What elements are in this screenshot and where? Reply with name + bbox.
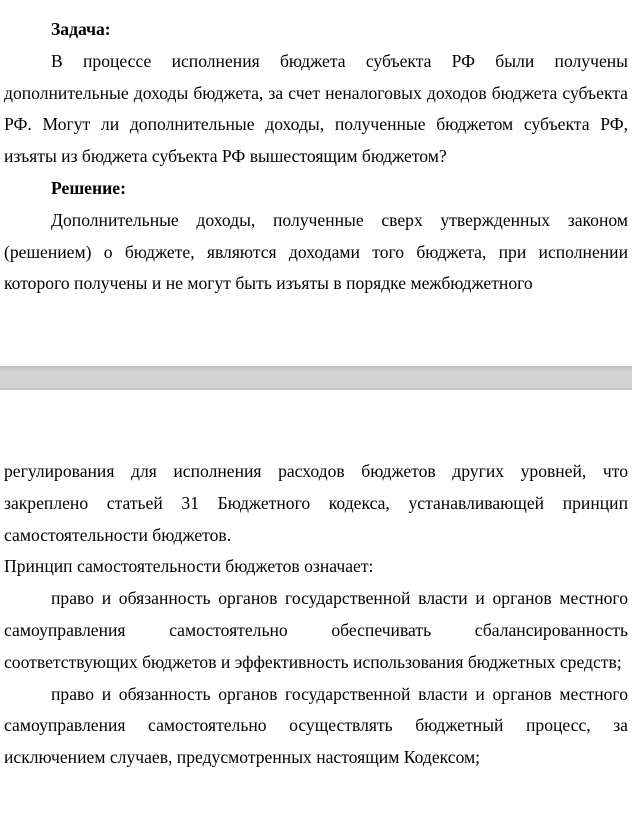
principle-item-1: право и обязанность органов государственной власти и органов местного самоуправления самостоятельно обеспечивать сбалансированность соответствующих бюджетов и эффективность использования бюджетных средств; (4, 588, 628, 672)
page-separator-shadow (0, 366, 632, 372)
task-paragraph: В процессе исполнения бюджета субъекта РФ были получены дополнительные доходы бюджета, за счет неналоговых доходов бюджета субъекта РФ. Могут ли дополнительные доходы, полученные бюджетом субъекта РФ, изъяты из бюджета субъекта РФ вышестоящим бюджетом? (4, 50, 628, 167)
document-page-1 (0, 0, 632, 366)
principle-intro: Принцип самостоятельности бюджетов означает: (4, 556, 374, 577)
solution-heading: Решение: (51, 177, 126, 198)
task-heading: Задача: (51, 19, 111, 39)
principle-item-2: право и обязанность органов государственной власти и органов местного самоуправления самостоятельно осуществлять бюджетный процесс, за исключением случаев, предусмотренных настоящим Кодексом; (4, 683, 628, 768)
page-2-text-block (4, 456, 628, 774)
solution-paragraph: Дополнительные доходы, полученные сверх утвержденных законом (решением) о бюджете, являются доходами того бюджета, при исполнении которого получены и не могут быть изъяты в порядке межбюджетного (4, 209, 628, 294)
document-page-2 (0, 390, 632, 813)
page-separator (0, 366, 632, 390)
page-1-text-block (4, 14, 628, 300)
continuation-paragraph: регулирования для исполнения расходов бюджетов других уровней, что закреплено статьей 31 Бюджетного кодекса, устанавливающей принцип самостоятельности бюджетов. (4, 461, 628, 545)
